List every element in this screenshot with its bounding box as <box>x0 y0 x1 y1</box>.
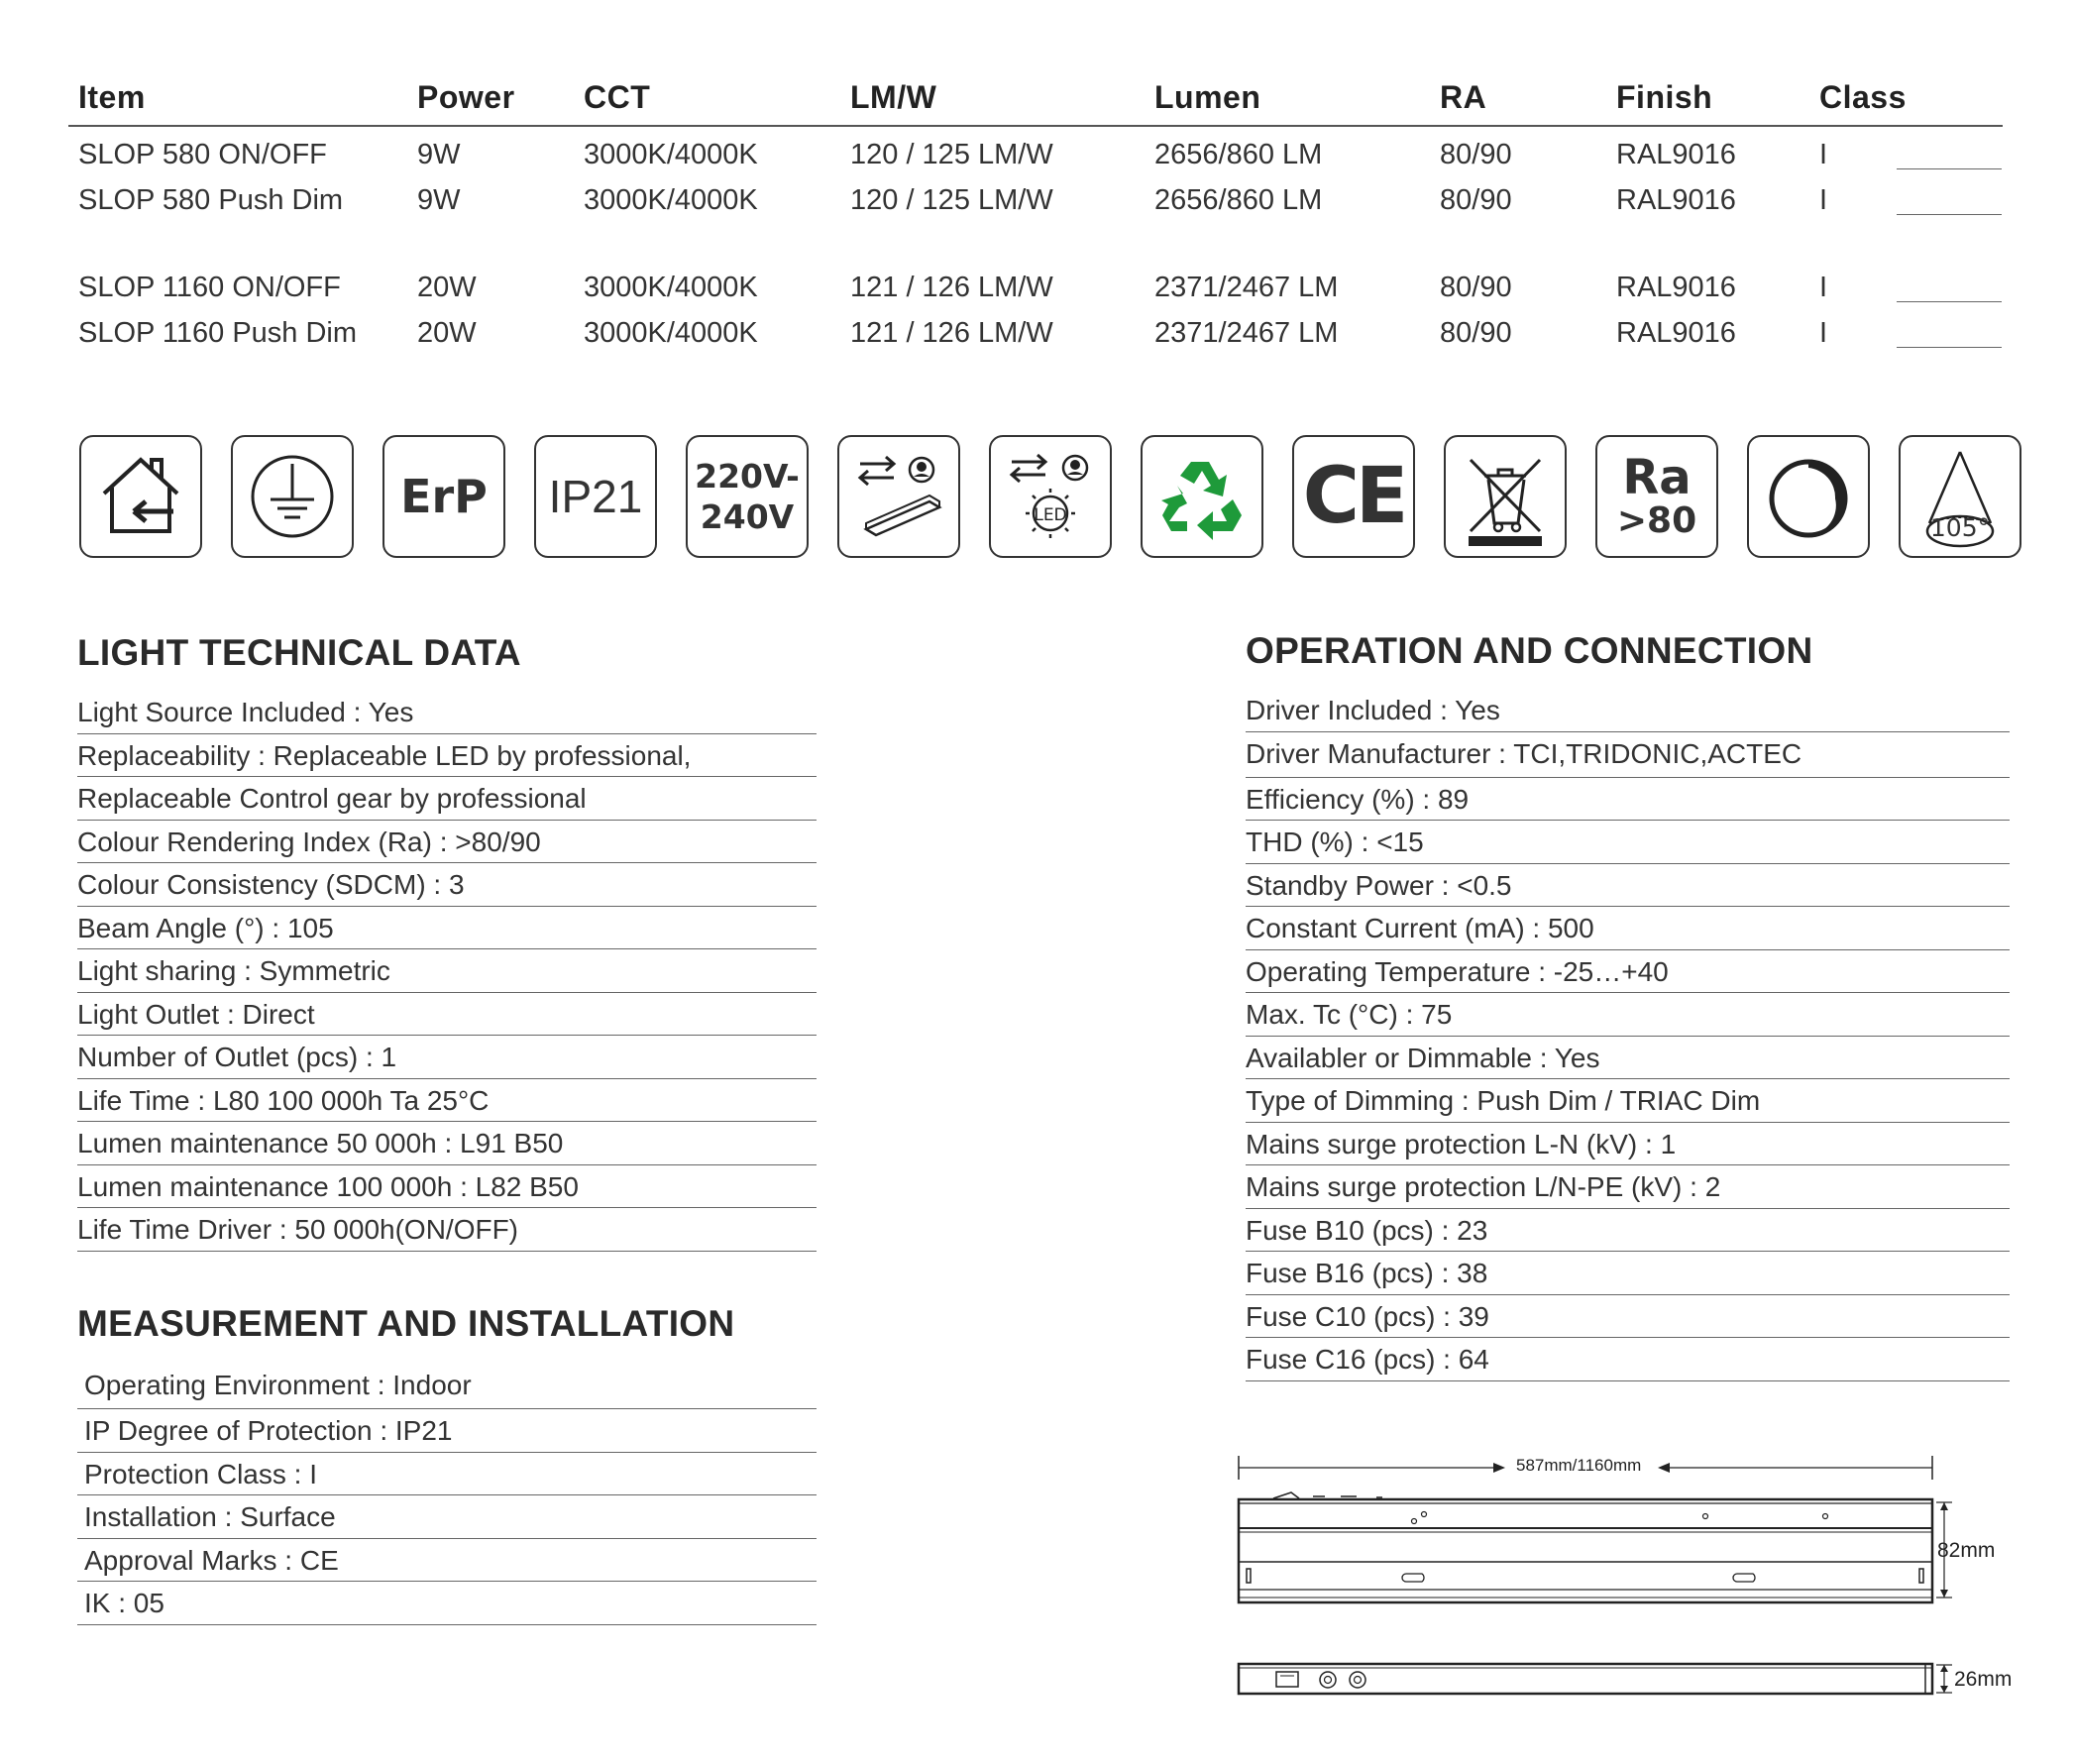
list-item: Driver Manufacturer : TCI,TRIDONIC,ACTEC <box>1246 732 2010 778</box>
list-item: IP Degree of Protection : IP21 <box>77 1409 817 1453</box>
header-finish: Finish <box>1616 79 1713 115</box>
list-item: IK : 05 <box>77 1582 817 1625</box>
list-item: Number of Outlet (pcs) : 1 <box>77 1036 817 1079</box>
list-item: Lumen maintenance 100 000h : L82 B50 <box>77 1165 817 1209</box>
header-item: Item <box>78 79 146 115</box>
erp-label: ErP <box>400 470 488 523</box>
ce-label: CE <box>1302 452 1405 541</box>
cell-lmw: 121 / 126 LM/W <box>850 272 1053 303</box>
certification-icon-row <box>79 435 2012 558</box>
voltage-line2: 240V <box>700 497 795 536</box>
cell-ra: 80/90 <box>1440 317 1512 349</box>
ra-line1: Ra <box>1622 450 1692 505</box>
list-item: Operating Environment : Indoor <box>77 1364 817 1409</box>
cell-power: 20W <box>417 317 477 349</box>
table-row <box>68 264 2003 309</box>
ra-icon <box>1595 435 1718 558</box>
cell-finish: RAL9016 <box>1616 139 1736 170</box>
list-item: Driver Included : Yes <box>1246 689 2010 732</box>
list-item: Efficiency (%) : 89 <box>1246 778 2010 822</box>
cell-finish: RAL9016 <box>1616 184 1736 216</box>
depth-dimension-line <box>1934 1664 1954 1694</box>
operation-connection-list <box>1246 689 2010 1381</box>
replaceable-driver-icon <box>837 435 960 558</box>
list-item: Beam Angle (°) : 105 <box>77 907 817 950</box>
list-item: Standby Power : <0.5 <box>1246 864 2010 908</box>
voltage-line1: 220V- <box>695 457 800 496</box>
spec-table-header <box>68 79 2003 127</box>
blank-field-line <box>1897 301 2002 302</box>
list-item: Approval Marks : CE <box>77 1539 817 1583</box>
weee-bin-icon <box>1444 435 1567 558</box>
list-item: Operating Temperature : -25…+40 <box>1246 950 2010 994</box>
header-power: Power <box>417 79 515 115</box>
cell-lumen: 2371/2467 LM <box>1154 317 1339 349</box>
cell-item: SLOP 1160 Push Dim <box>78 317 358 349</box>
cell-lumen: 2371/2467 LM <box>1154 272 1339 303</box>
list-item: Fuse C10 (pcs) : 39 <box>1246 1295 2010 1339</box>
voltage-icon <box>686 435 809 558</box>
spec-table <box>68 79 2003 355</box>
cell-ra: 80/90 <box>1440 139 1512 170</box>
luminaire-front-view <box>1234 1490 1952 1609</box>
list-item: THD (%) : <15 <box>1246 821 2010 864</box>
list-item: Colour Consistency (SDCM) : 3 <box>77 863 817 907</box>
list-item: Lumen maintenance 50 000h : L91 B50 <box>77 1122 817 1165</box>
protective-earth-icon <box>231 435 354 558</box>
cell-power: 9W <box>417 139 461 170</box>
list-item: Max. Tc (°C) : 75 <box>1246 993 2010 1037</box>
cell-class: I <box>1819 272 1828 303</box>
cell-power: 9W <box>417 184 461 216</box>
cell-ra: 80/90 <box>1440 184 1512 216</box>
list-item: Mains surge protection L/N-PE (kV) : 2 <box>1246 1165 2010 1209</box>
list-item: Type of Dimming : Push Dim / TRIAC Dim <box>1246 1079 2010 1123</box>
list-item: Replaceability : Replaceable LED by professional, <box>77 734 817 778</box>
header-cct: CCT <box>584 79 651 115</box>
blank-field-line <box>1897 347 2002 348</box>
cell-cct: 3000K/4000K <box>584 317 758 349</box>
list-item: Colour Rendering Index (Ra) : >80/90 <box>77 821 817 864</box>
cell-lumen: 2656/860 LM <box>1154 139 1323 170</box>
cell-class: I <box>1819 184 1828 216</box>
beam-angle-icon <box>1899 435 2021 558</box>
recycle-icon <box>1141 435 1263 558</box>
ce-mark-icon <box>1292 435 1415 558</box>
operation-connection-title: OPERATION AND CONNECTION <box>1246 630 1813 671</box>
list-item: Availabler or Dimmable : Yes <box>1246 1037 2010 1080</box>
light-technical-data-list <box>77 691 817 1252</box>
cell-ra: 80/90 <box>1440 272 1512 303</box>
dimmable-icon <box>1747 435 1870 558</box>
cell-cct: 3000K/4000K <box>584 184 758 216</box>
list-item: Fuse C16 (pcs) : 64 <box>1246 1338 2010 1381</box>
list-item: Fuse B16 (pcs) : 38 <box>1246 1252 2010 1295</box>
cell-finish: RAL9016 <box>1616 272 1736 303</box>
ra-line2: >80 <box>1616 500 1697 541</box>
cell-finish: RAL9016 <box>1616 317 1736 349</box>
list-item: Life Time : L80 100 000h Ta 25°C <box>77 1079 817 1123</box>
blank-field-line <box>1897 214 2002 215</box>
ip-rating-icon <box>534 435 657 558</box>
list-item: Mains surge protection L-N (kV) : 1 <box>1246 1123 2010 1166</box>
cell-class: I <box>1819 139 1828 170</box>
beam-angle-label: 105° <box>1929 513 1991 542</box>
cell-lmw: 121 / 126 LM/W <box>850 317 1053 349</box>
table-row <box>68 176 2003 222</box>
svg-text:LED: LED <box>1034 505 1067 525</box>
cell-item: SLOP 1160 ON/OFF <box>78 272 341 303</box>
list-item: Light sharing : Symmetric <box>77 949 817 993</box>
measurement-installation-list <box>77 1364 817 1625</box>
indoor-house-icon <box>79 435 202 558</box>
luminaire-side-view <box>1234 1659 1952 1699</box>
header-class: Class <box>1819 79 1907 115</box>
replaceable-led-icon <box>989 435 1112 558</box>
table-row <box>68 309 2003 355</box>
table-row <box>68 131 2003 176</box>
blank-field-line <box>1897 168 2002 169</box>
erp-icon <box>382 435 505 558</box>
cell-class: I <box>1819 317 1828 349</box>
list-item: Fuse B10 (pcs) : 23 <box>1246 1209 2010 1253</box>
light-technical-data-title: LIGHT TECHNICAL DATA <box>77 632 521 673</box>
length-dimension-label: 587mm/1160mm <box>1516 1456 1642 1475</box>
header-ra: RA <box>1440 79 1487 115</box>
list-item: Replaceable Control gear by professional <box>77 777 817 821</box>
cell-lumen: 2656/860 LM <box>1154 184 1323 216</box>
cell-power: 20W <box>417 272 477 303</box>
list-item: Life Time Driver : 50 000h(ON/OFF) <box>77 1208 817 1252</box>
cell-lmw: 120 / 125 LM/W <box>850 139 1053 170</box>
cell-item: SLOP 580 ON/OFF <box>78 139 327 170</box>
list-item: Light Source Included : Yes <box>77 691 817 734</box>
ip-label: IP21 <box>548 471 643 522</box>
list-item: Protection Class : I <box>77 1453 817 1496</box>
measurement-installation-title: MEASUREMENT AND INSTALLATION <box>77 1303 735 1344</box>
depth-dimension-label: 26mm <box>1954 1668 2013 1691</box>
list-item: Constant Current (mA) : 500 <box>1246 907 2010 950</box>
cell-item: SLOP 580 Push Dim <box>78 184 344 216</box>
list-item: Installation : Surface <box>77 1495 817 1539</box>
header-lmw: LM/W <box>850 79 937 115</box>
cell-lmw: 120 / 125 LM/W <box>850 184 1053 216</box>
cell-cct: 3000K/4000K <box>584 139 758 170</box>
cell-cct: 3000K/4000K <box>584 272 758 303</box>
header-lumen: Lumen <box>1154 79 1261 115</box>
height-dimension-label: 82mm <box>1937 1539 1996 1562</box>
list-item: Light Outlet : Direct <box>77 993 817 1037</box>
